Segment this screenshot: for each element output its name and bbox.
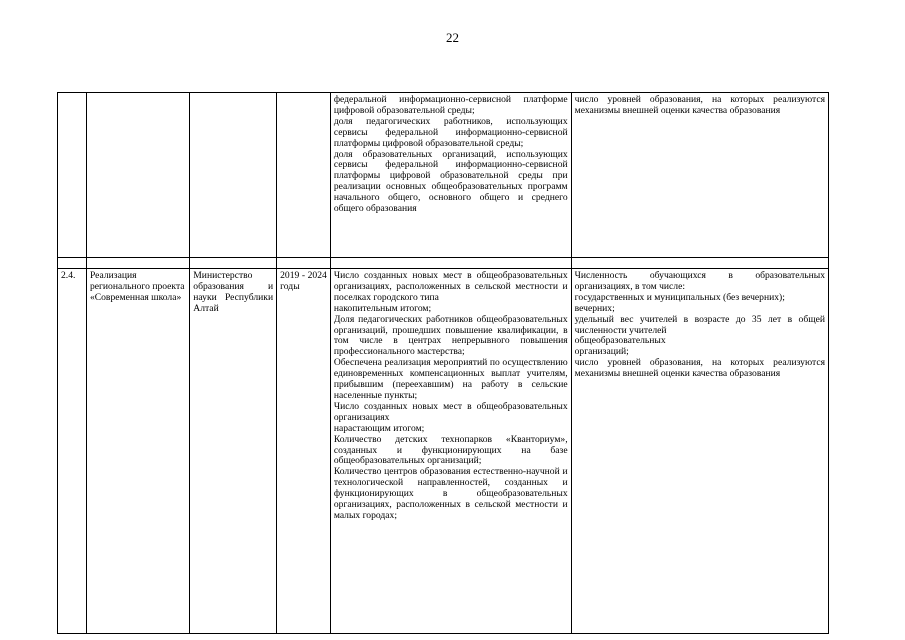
indicator-item: число уровней образования, на которых реализуются механизмы внешней оценки качества образования [574,94,825,116]
result-item: нарастающим итогом; [333,422,425,434]
result-item: доля образовательных организаций, использующих сервисы федеральной информационно-сервисной платформы цифровой образовательной среды при реализации основных общеобразовательных программ начального общего, основного общего и среднего общего образования [333,148,568,215]
result-item: Количество детских технопарков «Кванториум», созданных и функционирующих на базе общеобразовательных организаций; [333,433,568,467]
result-item: Количество центров образования естественно-научной и технологической направленностей, созданных и функционирующих в общеобразовательных организациях, расположенных в сельской местности и малых городах; [333,466,568,521]
measures-table [57,92,829,634]
cell-number [58,93,87,258]
table-spacer-row [58,258,829,269]
cell-executor [190,93,277,258]
result-item: доля педагогических работников, использующих сервисы федеральной информационно-сервисной платформы цифровой образовательной среды; [333,115,568,149]
cell-results [330,93,571,258]
indicator-item: удельный вес учителей в возрасте до 35 лет в общей численности учителей [574,313,825,336]
cell-term: 2019 - 2024 годы [277,269,331,634]
indicator-item: число уровней образования, на которых реализуются механизмы внешней оценки качества образования [574,357,825,380]
result-item: Число созданных новых мест в общеобразовательных организациях [333,400,568,423]
table-row [58,93,829,258]
indicator-item: организаций; [574,346,629,358]
cell-results [330,269,571,634]
cell-indicators [571,93,828,258]
result-item: Число созданных новых мест в общеобразовательных организациях, расположенных в сельской местности и поселках городского типа [333,270,568,303]
result-item: Доля педагогических работников общеобразовательных организаций, прошедших повышение квалификации, в том числе в центрах непрерывного повышения профессионального мастерства; [333,313,568,358]
cell-indicators [571,269,828,634]
cell-measure-name [86,93,189,258]
cell-number: 2.4. [58,269,87,634]
table-row [58,269,829,634]
page-number: 22 [446,30,459,45]
cell-measure-name: Реализация регионального проекта «Современная школа» [86,269,189,634]
cell-term [277,93,331,258]
indicator-item: вечерних; [574,302,615,314]
result-item: накопительным итогом; [333,302,432,314]
result-item: Обеспечена реализация мероприятий по осуществлению единовременных компенсационных выплат учителям, прибывшим (переехавшим) на работу в сельские населенные пункты; [333,357,568,401]
indicator-item: государственных и муниципальных (без вечерних); [574,291,785,303]
cell-executor: Министерство образования и науки Республики Алтай [190,269,277,634]
indicator-item: Численность обучающихся в образовательных организациях, в том числе: [574,270,825,292]
result-item: федеральной информационно-сервисной платформе цифровой образовательной среды; [333,94,568,116]
indicator-item: общеобразовательных [574,335,666,347]
